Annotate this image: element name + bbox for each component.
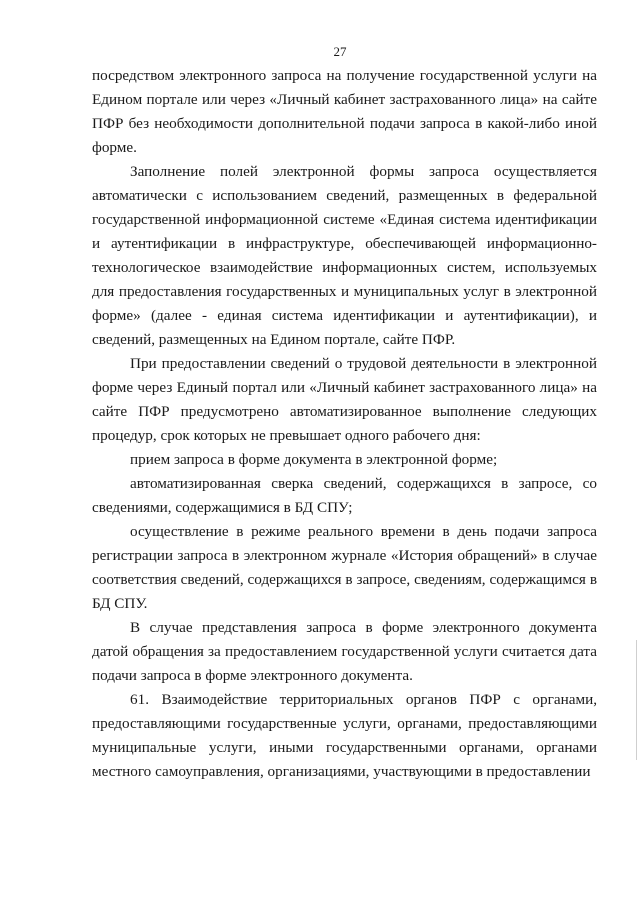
paragraph-5: автоматизированная сверка сведений, содержащихся в запросе, со сведениями, содержащимися в БД СПУ; xyxy=(92,475,597,516)
scan-edge-mark xyxy=(636,640,637,760)
body-text xyxy=(92,64,597,784)
paragraph-1: посредством электронного запроса на получение государственной услуги на Едином портале или через «Личный кабинет застрахованного лица» на сайте ПФР без необходимости дополнительной подачи запроса в какой-либо иной форме. xyxy=(92,67,597,156)
paragraph-4: прием запроса в форме документа в электронной форме; xyxy=(130,451,498,468)
paragraph-2: Заполнение полей электронной формы запроса осуществляется автоматически с использованием сведений, размещенных в федеральной государственной информационной системе «Единая система идентификации и аутентификации в инфраструктуре, обеспечивающей информационно-технологическое взаимодействие информационных систем, используемых для предоставления государственных и муниципальных услуг в электронной форме» (далее - единая система идентификации и аутентификации), и сведений, размещенных на Едином портале, сайте ПФР. xyxy=(92,163,597,348)
paragraph-6: осуществление в режиме реального времени в день подачи запроса регистрации запроса в электронном журнале «История обращений» в случае соответствия сведений, содержащихся в запросе, сведениям, содержащимся в БД СПУ. xyxy=(92,523,597,612)
paragraph-8: 61. Взаимодействие территориальных органов ПФР с органами, предоставляющими государственные услуги, органами, предоставляющими муниципальные услуги, иными государственными органами, органами местного самоуправления, организациями, участвующими в предоставлении xyxy=(92,691,597,780)
paragraph-7: В случае представления запроса в форме электронного документа датой обращения за предоставлением государственной услуги считается дата подачи запроса в форме электронного документа. xyxy=(92,619,597,684)
page-number: 27 xyxy=(333,44,347,59)
paragraph-3: При предоставлении сведений о трудовой деятельности в электронной форме через Единый портал или «Личный кабинет застрахованного лица» на сайте ПФР предусмотрено автоматизированное выполнение следующих процедур, срок которых не превышает одного рабочего дня: xyxy=(92,355,597,444)
